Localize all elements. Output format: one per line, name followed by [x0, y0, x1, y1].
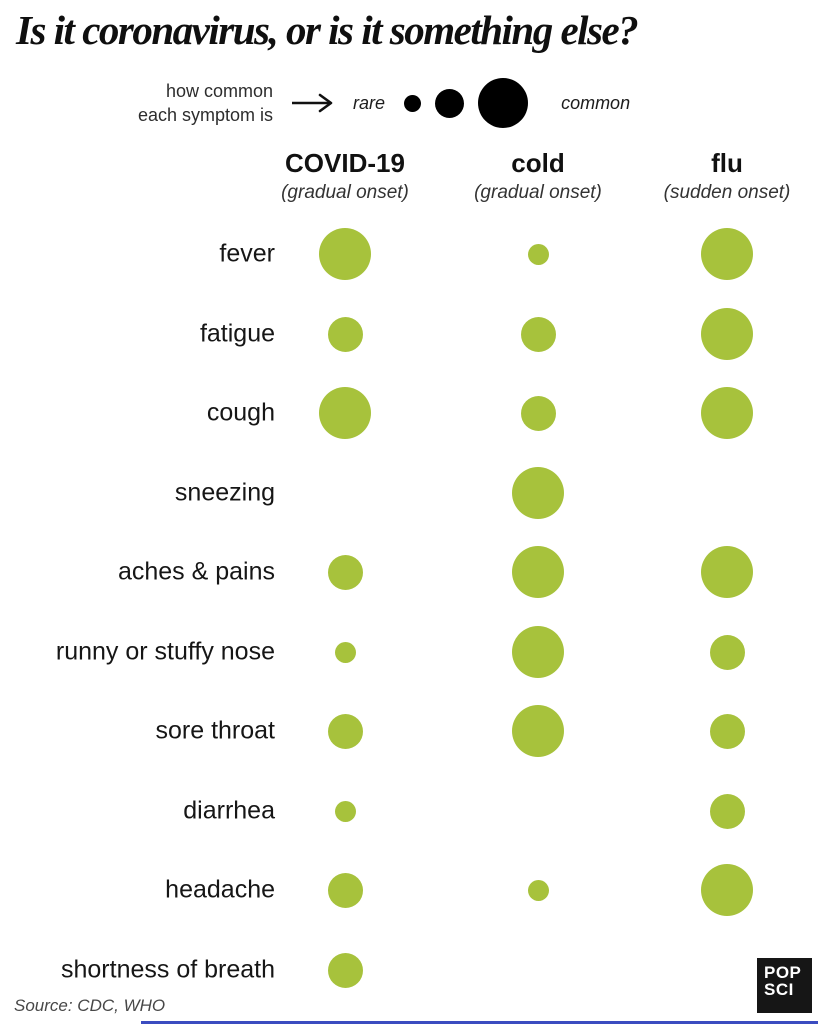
bubble-flu [710, 714, 745, 749]
page-title: Is it coronavirus, or is it something else? [16, 7, 638, 53]
symptom-row [0, 691, 818, 771]
popsci-logo-line2: SCI [764, 979, 794, 999]
column-header-covid [245, 148, 445, 204]
symptom-label: headache [165, 875, 275, 904]
bubble-cold [528, 244, 549, 265]
column-header-cold [438, 148, 638, 204]
popsci-logo-line1: POP [764, 963, 802, 982]
legend-label-line2: each symptom is [138, 105, 274, 125]
size-legend [138, 72, 630, 134]
symptom-label: fatigue [199, 319, 275, 348]
bubble-covid [319, 228, 371, 280]
arrow-right-icon [291, 92, 337, 114]
source-credit: Source: CDC, WHO [14, 996, 166, 1015]
bubble-cold [528, 880, 549, 901]
legend-common-label: common [561, 92, 631, 113]
column-header-cold-label: cold [511, 148, 565, 178]
bubble-covid [328, 873, 363, 908]
bubble-covid [335, 642, 356, 663]
column-header-flu-sub: (sudden onset) [663, 182, 791, 204]
symptom-label: sneezing [174, 478, 275, 507]
bubble-cold [512, 705, 564, 757]
symptom-row [0, 850, 818, 930]
bubble-cold [521, 317, 556, 352]
column-header-flu [627, 148, 818, 204]
symptom-row [0, 532, 818, 612]
symptom-label: sore throat [155, 716, 275, 745]
legend-dot-small-icon [404, 95, 421, 112]
symptom-row [0, 612, 818, 692]
bubble-flu [701, 308, 753, 360]
bubble-flu [701, 387, 753, 439]
bubble-cold [521, 396, 556, 431]
symptom-label: diarrhea [183, 796, 275, 825]
bubble-covid [328, 953, 363, 988]
bubble-flu [710, 794, 745, 829]
legend-dot-medium-icon [435, 89, 464, 118]
legend-dot-large-icon [478, 78, 528, 128]
bubble-covid [328, 317, 363, 352]
legend-label [138, 79, 273, 128]
column-header-flu-label: flu [711, 148, 743, 178]
bubble-flu [701, 228, 753, 280]
popsci-logo [757, 958, 812, 1013]
symptom-label: cough [206, 398, 275, 427]
bubble-covid [328, 714, 363, 749]
bubble-flu [701, 864, 753, 916]
bubble-flu [701, 546, 753, 598]
symptom-label: fever [219, 239, 275, 268]
symptom-row [0, 214, 818, 294]
symptom-row [0, 771, 818, 851]
legend-rare-label: rare [353, 92, 386, 113]
symptom-label: runny or stuffy nose [55, 637, 275, 666]
bubble-covid [319, 387, 371, 439]
bubble-cold [512, 546, 564, 598]
legend-label-line1: how common [166, 80, 274, 101]
column-header-covid-sub: (gradual onset) [281, 182, 409, 204]
symptom-label: shortness of breath [60, 955, 275, 984]
bubble-covid [335, 801, 356, 822]
column-header-covid-label: COVID-19 [285, 148, 405, 178]
bubble-covid [328, 555, 363, 590]
column-header-cold-sub: (gradual onset) [474, 182, 602, 204]
bubble-cold [512, 626, 564, 678]
bubble-cold [512, 467, 564, 519]
symptom-row [0, 373, 818, 453]
bubble-flu [710, 635, 745, 670]
symptom-label: aches & pains [117, 557, 275, 586]
symptom-row [0, 294, 818, 374]
symptom-row [0, 453, 818, 533]
